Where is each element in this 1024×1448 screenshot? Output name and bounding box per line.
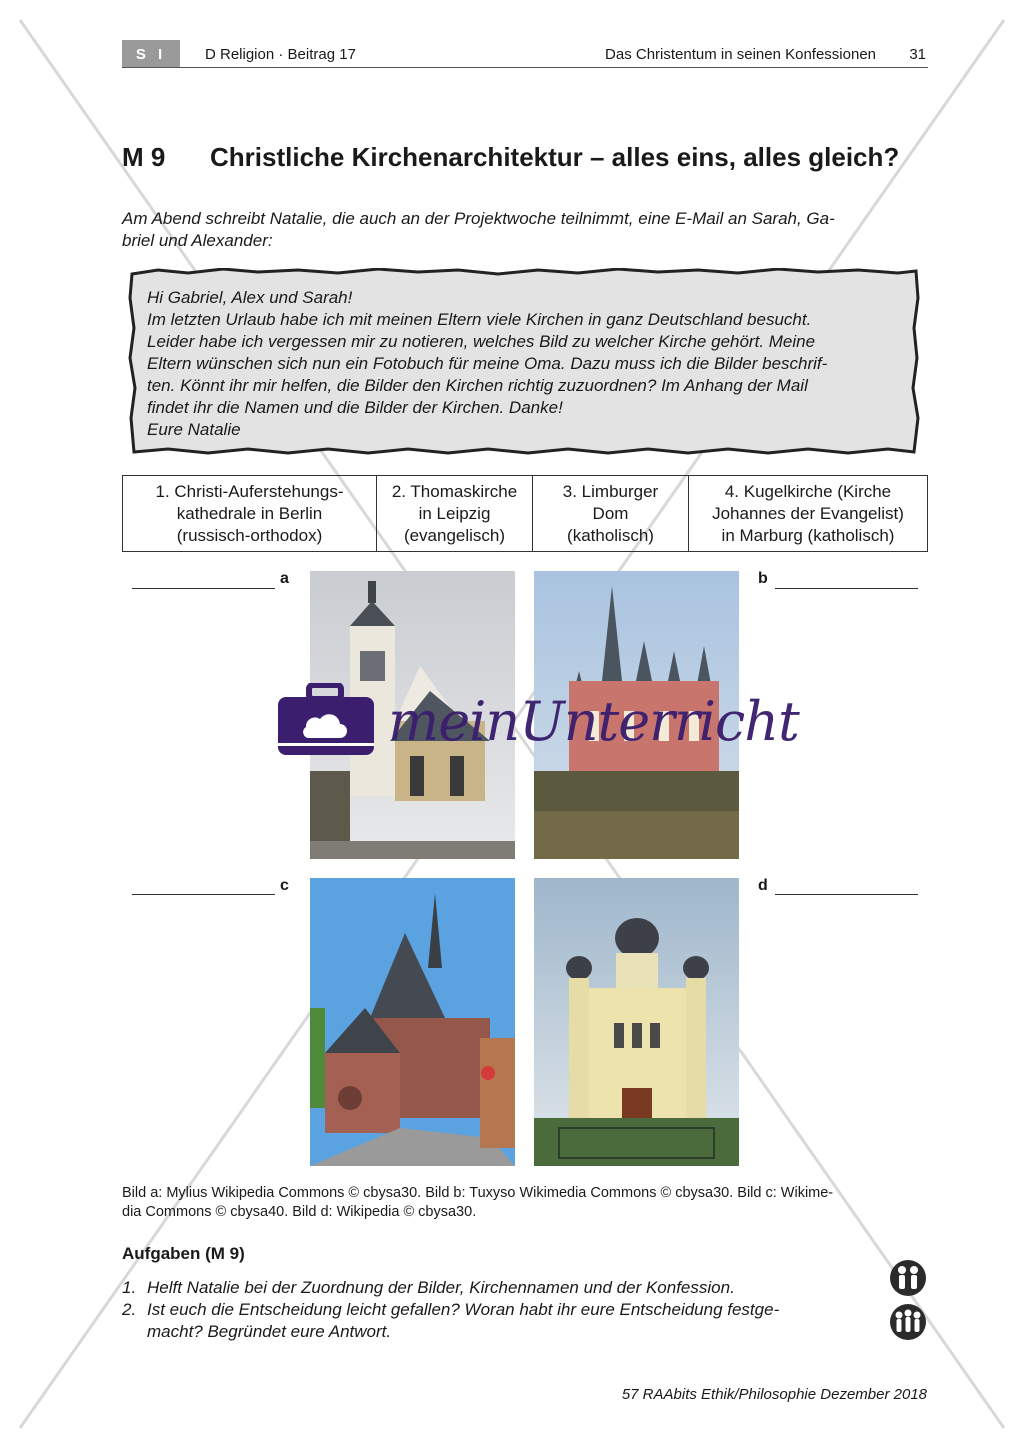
topic-label: Das Christentum in seinen Konfessionen: [605, 46, 876, 63]
task-number-2: 2.: [122, 1300, 137, 1319]
pair-work-icon: [889, 1259, 927, 1297]
header-divider: [122, 67, 928, 68]
watermark-text: meinUnterricht: [388, 690, 799, 753]
email-line: ten. Könnt ihr mir helfen, die Bilder den Kirchen richtig zuzuordnen? Im Anhang der Mail: [147, 376, 808, 395]
intro-line-2: briel und Alexander:: [122, 231, 273, 250]
email-message: [147, 287, 907, 441]
church-photo-d: [534, 878, 739, 1166]
section-label: D Religion · Beitrag 17: [205, 46, 356, 63]
email-line: Hi Gabriel, Alex und Sarah!: [147, 288, 353, 307]
label-a: a: [280, 570, 289, 587]
email-line: Eure Natalie: [147, 420, 241, 439]
email-line: Eltern wünschen sich nun ein Fotobuch für meine Oma. Dazu muss ich die Bilder beschrif-: [147, 354, 828, 373]
church-4-line: in Marburg (katholisch): [721, 525, 895, 545]
page-number: 31: [909, 46, 926, 63]
church-4-line: 4. Kugelkirche (Kirche: [724, 481, 892, 501]
answer-line-c[interactable]: [132, 894, 275, 895]
church-3-line: Dom: [592, 503, 629, 523]
church-cell-4: [689, 476, 928, 552]
level-badge: S I: [122, 40, 180, 68]
intro-text: [122, 208, 928, 252]
group-work-icon: [889, 1303, 927, 1341]
church-1-line: kathedrale in Berlin: [176, 503, 323, 523]
church-2-line: 2. Thomaskirche: [391, 481, 518, 501]
email-line: findet ihr die Namen und die Bilder der Kirchen. Danke!: [147, 398, 563, 417]
credits-line: Bild a: Mylius Wikipedia Commons © cbysa30. Bild b: Tuxyso Wikimedia Commons © cbysa30. Bild c: Wikime-: [122, 1185, 834, 1201]
watermark-logo: [276, 683, 376, 757]
intro-line-1: Am Abend schreibt Natalie, die auch an der Projektwoche teilnimmt, eine E-Mail an Sarah, Ga-: [122, 209, 835, 228]
task-number-1: 1.: [122, 1278, 137, 1297]
church-1-line: 1. Christi-Auferstehungs-: [155, 481, 344, 501]
church-4-line: Johannes der Evangelist): [712, 503, 904, 523]
task-text-1: Helft Natalie bei der Zuordnung der Bilder, Kirchennamen und der Konfession.: [147, 1278, 735, 1297]
image-credits: [122, 1184, 928, 1222]
page-title: Christliche Kirchenarchitektur – alles eins, alles gleich?: [210, 142, 900, 172]
answer-line-a[interactable]: [132, 588, 275, 589]
task-text-2: Ist euch die Entscheidung leicht gefallen? Woran habt ihr eure Entscheidung festge-: [147, 1300, 780, 1319]
church-3-line: 3. Limburger: [562, 481, 659, 501]
task-text-2-cont: macht? Begründet eure Antwort.: [147, 1322, 392, 1341]
answer-line-d[interactable]: [775, 894, 918, 895]
footer-source: 57 RAAbits Ethik/Philosophie Dezember 2018: [621, 1386, 927, 1403]
church-3-line: (katholisch): [567, 525, 654, 545]
church-2-line: in Leipzig: [418, 503, 491, 523]
church-1-line: (russisch-orthodox): [176, 525, 323, 545]
material-number: M 9: [122, 142, 166, 172]
email-line: Leider habe ich vergessen mir zu notieren, welches Bild zu welcher Kirche gehört. Meine: [147, 332, 816, 351]
answer-line-b[interactable]: [775, 588, 918, 589]
label-d: d: [758, 877, 768, 894]
church-cell-1: [123, 476, 377, 552]
church-names-table: [122, 475, 928, 552]
email-line: Im letzten Urlaub habe ich mit meinen Eltern viele Kirchen in ganz Deutschland besucht.: [147, 310, 812, 329]
church-cell-2: [377, 476, 533, 552]
tasks-heading: Aufgaben (M 9): [122, 1244, 245, 1263]
credits-line: dia Commons © cbysa40. Bild d: Wikipedia © cbysa30.: [122, 1204, 477, 1220]
label-b: b: [758, 570, 768, 587]
church-photo-c: [310, 878, 515, 1166]
church-2-line: (evangelisch): [403, 525, 506, 545]
church-cell-3: [533, 476, 689, 552]
label-c: c: [280, 877, 289, 894]
